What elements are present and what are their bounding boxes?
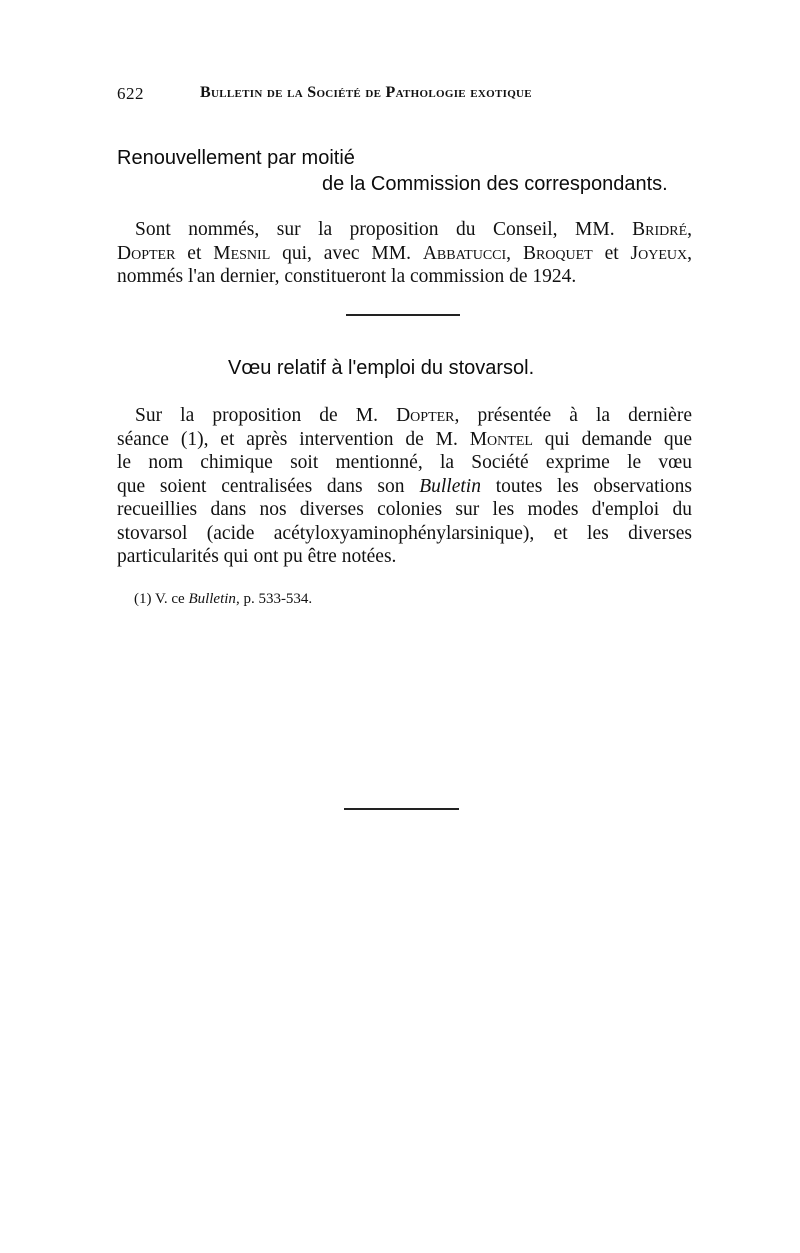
page-number: 622: [117, 84, 144, 103]
paragraph-line: que soient centralisées dans son Bulletin toutes les observations: [117, 475, 692, 497]
paragraph-line: particularités qui ont pu être notées.: [117, 546, 397, 567]
end-divider: [344, 808, 459, 810]
italic-title: Bulletin: [419, 475, 481, 497]
italic-title: Bulletin: [188, 591, 236, 607]
paragraph-line: Sur la proposition de M. Dopter, présentée à la dernière: [135, 405, 692, 426]
paragraph-stovarsol: [117, 404, 692, 569]
name-smallcaps: Dopter: [117, 242, 176, 264]
paragraph-commission: [117, 218, 692, 289]
name-smallcaps: Bridré: [632, 219, 688, 240]
name-smallcaps: Abbatucci: [422, 242, 507, 264]
paragraph-line: séance (1), et après intervention de M. Montel qui demande que: [117, 428, 692, 450]
section-heading-renewal-line2: de la Commission des correspondants.: [322, 173, 668, 195]
name-smallcaps: Montel: [469, 428, 533, 450]
name-smallcaps: Joyeux: [630, 242, 688, 264]
paragraph-line: recueillies dans nos diverses colonies sur les modes d'emploi du: [117, 499, 692, 520]
footnote: (1) V. ce Bulletin, p. 533-534.: [134, 591, 313, 607]
running-head: [117, 84, 692, 108]
name-smallcaps: Broquet: [522, 242, 593, 264]
section-divider: [346, 314, 460, 316]
paragraph-line: Dopter et Mesnil qui, avec MM. Abbatucci, Broquet et Joyeux,: [117, 242, 693, 264]
name-smallcaps: Dopter: [396, 405, 455, 426]
paragraph-line: le nom chimique soit mentionné, la Société exprime le vœu: [117, 452, 692, 473]
name-smallcaps: Mesnil: [213, 242, 271, 264]
journal-title: Bulletin de la Société de Pathologie exotique: [200, 84, 532, 101]
paragraph-line: nommés l'an dernier, constitueront la commission de 1924.: [117, 266, 577, 287]
paragraph-line: stovarsol (acide acétyloxyaminophénylarsinique), et les diverses: [117, 522, 692, 544]
section-heading-stovarsol: Vœu relatif à l'emploi du stovarsol.: [228, 357, 535, 379]
paragraph-line: Sont nommés, sur la proposition du Conseil, MM. Bridré,: [135, 219, 692, 240]
section-heading-renewal-line1: Renouvellement par moitié: [117, 147, 355, 169]
